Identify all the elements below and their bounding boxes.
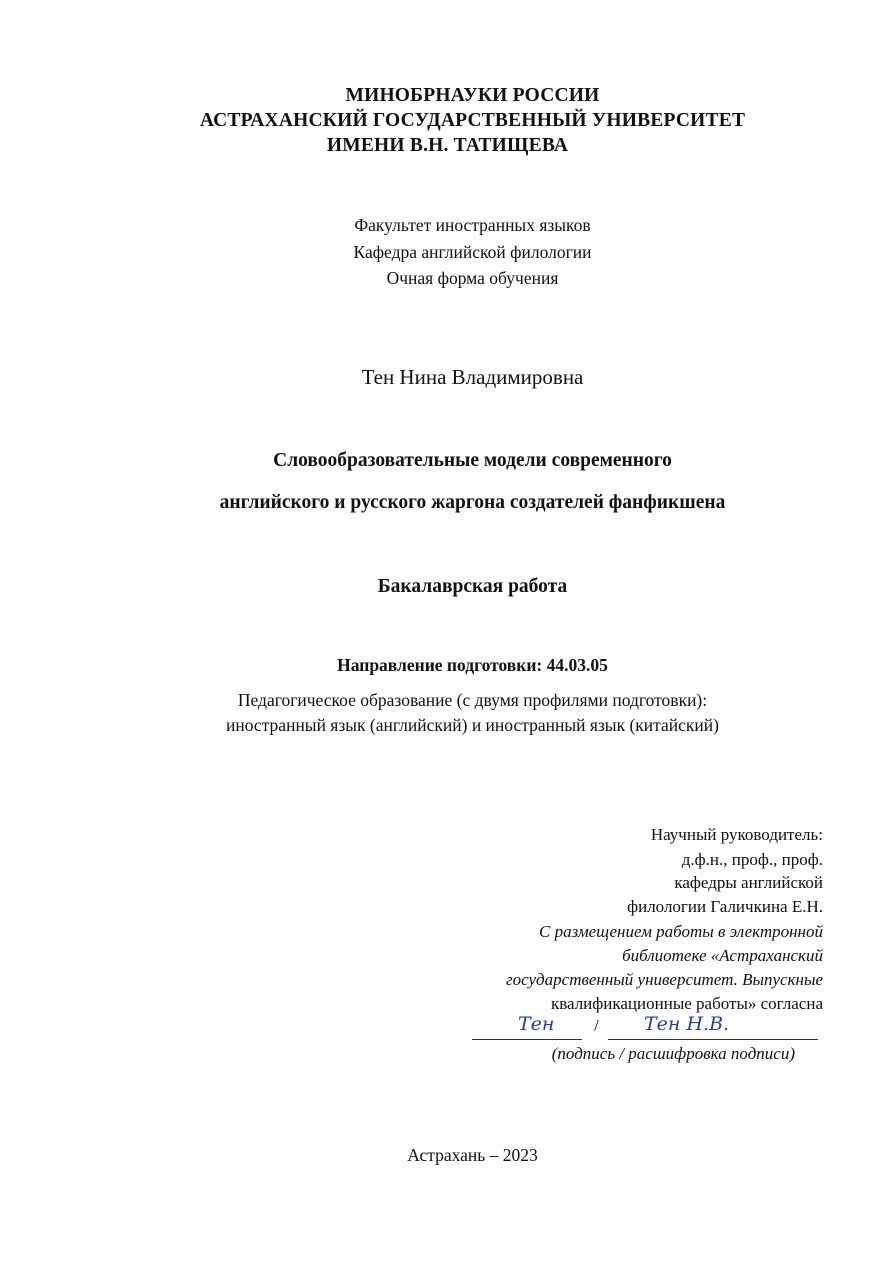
- handwritten-name: Тен Н.В.: [644, 1013, 730, 1035]
- thesis-title-line1: Словообразовательные модели современного: [273, 450, 672, 471]
- signature-separator: /: [594, 1016, 599, 1035]
- consent-line1: С размещением работы в электронной: [539, 922, 823, 941]
- consent-line4: квалификационные работы» согласна: [550, 994, 823, 1013]
- signature-caption: (подпись / расшифровка подписи): [551, 1044, 795, 1063]
- supervisor-degree: д.ф.н., проф., проф.: [681, 850, 823, 869]
- author-name: Тен Нина Владимировна: [361, 365, 584, 389]
- direction-line1: Педагогическое образование (с двумя профилями подготовки):: [237, 690, 708, 710]
- direction-label: Направление подготовки: 44.03.05: [337, 655, 608, 675]
- signature-line: [472, 1039, 582, 1040]
- work-type: Бакалаврская работа: [377, 576, 568, 597]
- faculty-name: Факультет иностранных языков: [354, 215, 591, 235]
- thesis-title-line2: английского и русского жаргона создателей фанфикшена: [219, 492, 726, 513]
- study-form: Очная форма обучения: [386, 268, 559, 288]
- university-heading: АСТРАХАНСКИЙ ГОСУДАРСТВЕННЫЙ УНИВЕРСИТЕТ: [199, 110, 746, 131]
- supervisor-department: кафедры английской: [674, 873, 823, 892]
- handwritten-signature: Тен: [518, 1013, 555, 1035]
- ministry-heading: МИНОБРНАУКИ РОССИИ: [345, 85, 600, 106]
- department-name: Кафедра английской филологии: [353, 242, 592, 262]
- consent-line3: государственный университет. Выпускные: [506, 970, 823, 989]
- supervisor-label: Научный руководитель:: [650, 825, 823, 844]
- city-year: Астрахань – 2023: [407, 1145, 538, 1165]
- supervisor-name: филологии Галичкина Е.Н.: [627, 897, 823, 916]
- university-name-heading: ИМЕНИ В.Н. ТАТИЩЕВА: [326, 135, 569, 156]
- consent-line2: библиотеке «Астраханский: [622, 946, 823, 965]
- name-line: [608, 1039, 818, 1040]
- direction-line2: иностранный язык (английский) и иностранный язык (китайский): [226, 715, 719, 735]
